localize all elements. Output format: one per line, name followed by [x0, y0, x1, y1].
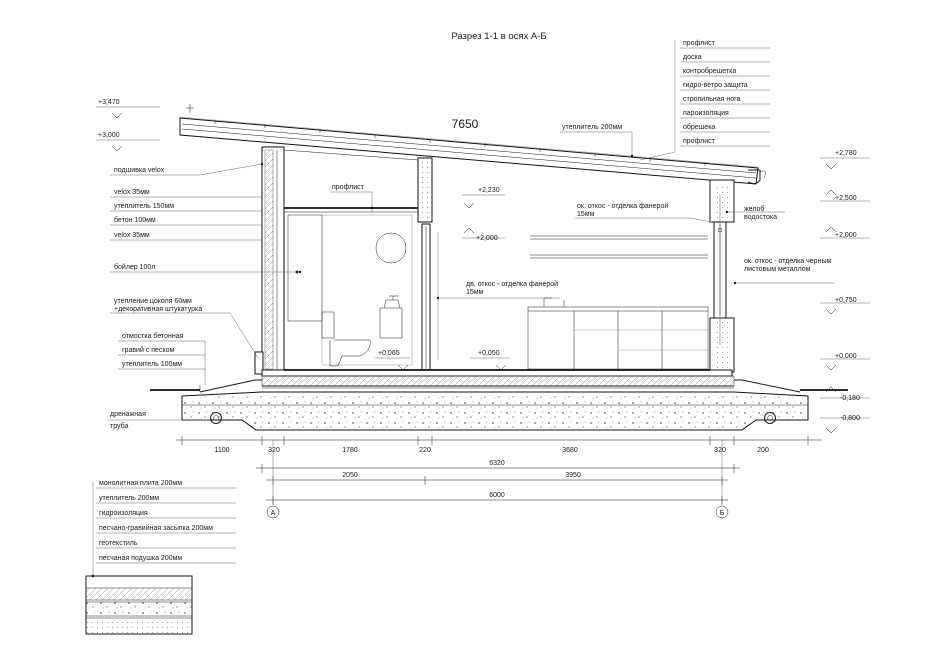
dim-label: 3950: [565, 472, 581, 479]
window-metal-label: ок. откос - отделка черным: [744, 258, 832, 265]
dim-label: 1780: [342, 447, 358, 454]
legend-label: геотекстиль: [99, 540, 138, 547]
vanity: [380, 308, 402, 338]
level-label: +0,000: [835, 353, 857, 360]
plinth-label: +декоративная штукатурка: [114, 306, 203, 313]
foundation: [150, 370, 848, 430]
drain-label: труба: [110, 423, 129, 430]
toilet-tank: [322, 312, 334, 338]
wall-layer-label: velox 35мм: [114, 232, 150, 239]
level-label: +0,050: [478, 350, 500, 357]
legend-label: гидроизоляция: [99, 510, 148, 517]
legend-label: песчано-гравийная засыпка 200мм: [99, 525, 213, 532]
soffit-label: подшивка velox: [114, 167, 165, 174]
roof-layer-label: профлист: [683, 138, 715, 145]
ground-layer-label: гравий с песком: [122, 347, 175, 354]
dim-label: 6320: [489, 460, 505, 467]
dim-label: 320: [714, 447, 726, 454]
level-label: +2,000: [835, 232, 857, 239]
ceiling: [284, 150, 418, 212]
axis-label: А: [270, 510, 276, 517]
axis-label: Б: [719, 510, 725, 517]
drawing-title: Разрез 1-1 в осях А-Б: [451, 31, 547, 42]
roof-layer-label: пароизоляция: [683, 110, 729, 117]
wall-layer-label: бетон 100мм: [114, 217, 156, 224]
legend-label: утеплитель 200мм: [99, 495, 160, 502]
level-label: +2,230: [478, 187, 500, 194]
partition-wall: [418, 158, 432, 372]
dim-label: 200: [757, 447, 769, 454]
left-wall: [255, 147, 284, 374]
boiler-label: бойлер 100л: [114, 264, 156, 271]
level-label: +0,750: [835, 297, 857, 304]
level-label: +2,780: [835, 150, 857, 157]
right-wall: [710, 180, 734, 372]
level-label: +3,000: [98, 132, 120, 139]
roof-insulation-label: утеплитель 200мм: [562, 124, 623, 131]
ceiling-profile-label: профлист: [332, 184, 364, 191]
level-label: +0,065: [378, 350, 400, 357]
dim-label: 220: [419, 447, 431, 454]
dim-label: 3680: [562, 447, 578, 454]
legend-label: монолитная плита 200мм: [99, 480, 183, 487]
kitchen: [528, 236, 708, 369]
dim-label: 6000: [489, 492, 505, 499]
roof-layer-label: контробрешетка: [683, 68, 737, 75]
legend-label: песчаная подушка 200мм: [99, 555, 183, 562]
level-label: -0,800: [840, 415, 860, 422]
roof-length: 7650: [451, 117, 479, 131]
mirror: [376, 233, 406, 263]
roof-layer-label: гидро-ветро защита: [683, 82, 748, 89]
plinth-label: утепление цоколя 60мм: [114, 298, 192, 305]
level-label: +3,470: [98, 99, 120, 106]
legend: [86, 480, 236, 634]
window-trim-label: ок. откос - отделка фанерой: [577, 203, 669, 210]
roof-layer-label: доска: [683, 54, 702, 61]
window-metal-label: листовым металлом: [744, 266, 811, 273]
dimensions: [176, 436, 822, 518]
dim-label: 320: [268, 447, 280, 454]
gutter-label: водостока: [744, 214, 777, 221]
drain-label: дренажная: [110, 411, 146, 418]
roof-layer-label: обрешека: [683, 124, 716, 131]
roof-layer-label: профлист: [683, 40, 715, 47]
door-trim-label: дв. откос - отделка фанерой: [466, 281, 559, 288]
level-label: +2,500: [835, 195, 857, 202]
ground-layer-label: утеплитель 100мм: [122, 361, 183, 368]
bathroom: [288, 215, 412, 366]
window-trim-label: 15мм: [577, 211, 595, 218]
ground-layer-label: отмостка бетонная: [122, 333, 184, 340]
roof-layer-callouts: [560, 40, 770, 160]
wall-layer-label: velox 35мм: [114, 189, 150, 196]
level-label: +2,000: [476, 235, 498, 242]
wall-layer-label: утеплитель 150мм: [114, 203, 175, 210]
dim-label: 2050: [342, 472, 358, 479]
roof-layer-label: стропильная нога: [683, 96, 741, 103]
level-label: -0,180: [840, 395, 860, 402]
dim-label: 1100: [214, 447, 230, 454]
gutter-label: желоб: [744, 206, 765, 213]
door-trim-label: 15мм: [466, 289, 484, 296]
